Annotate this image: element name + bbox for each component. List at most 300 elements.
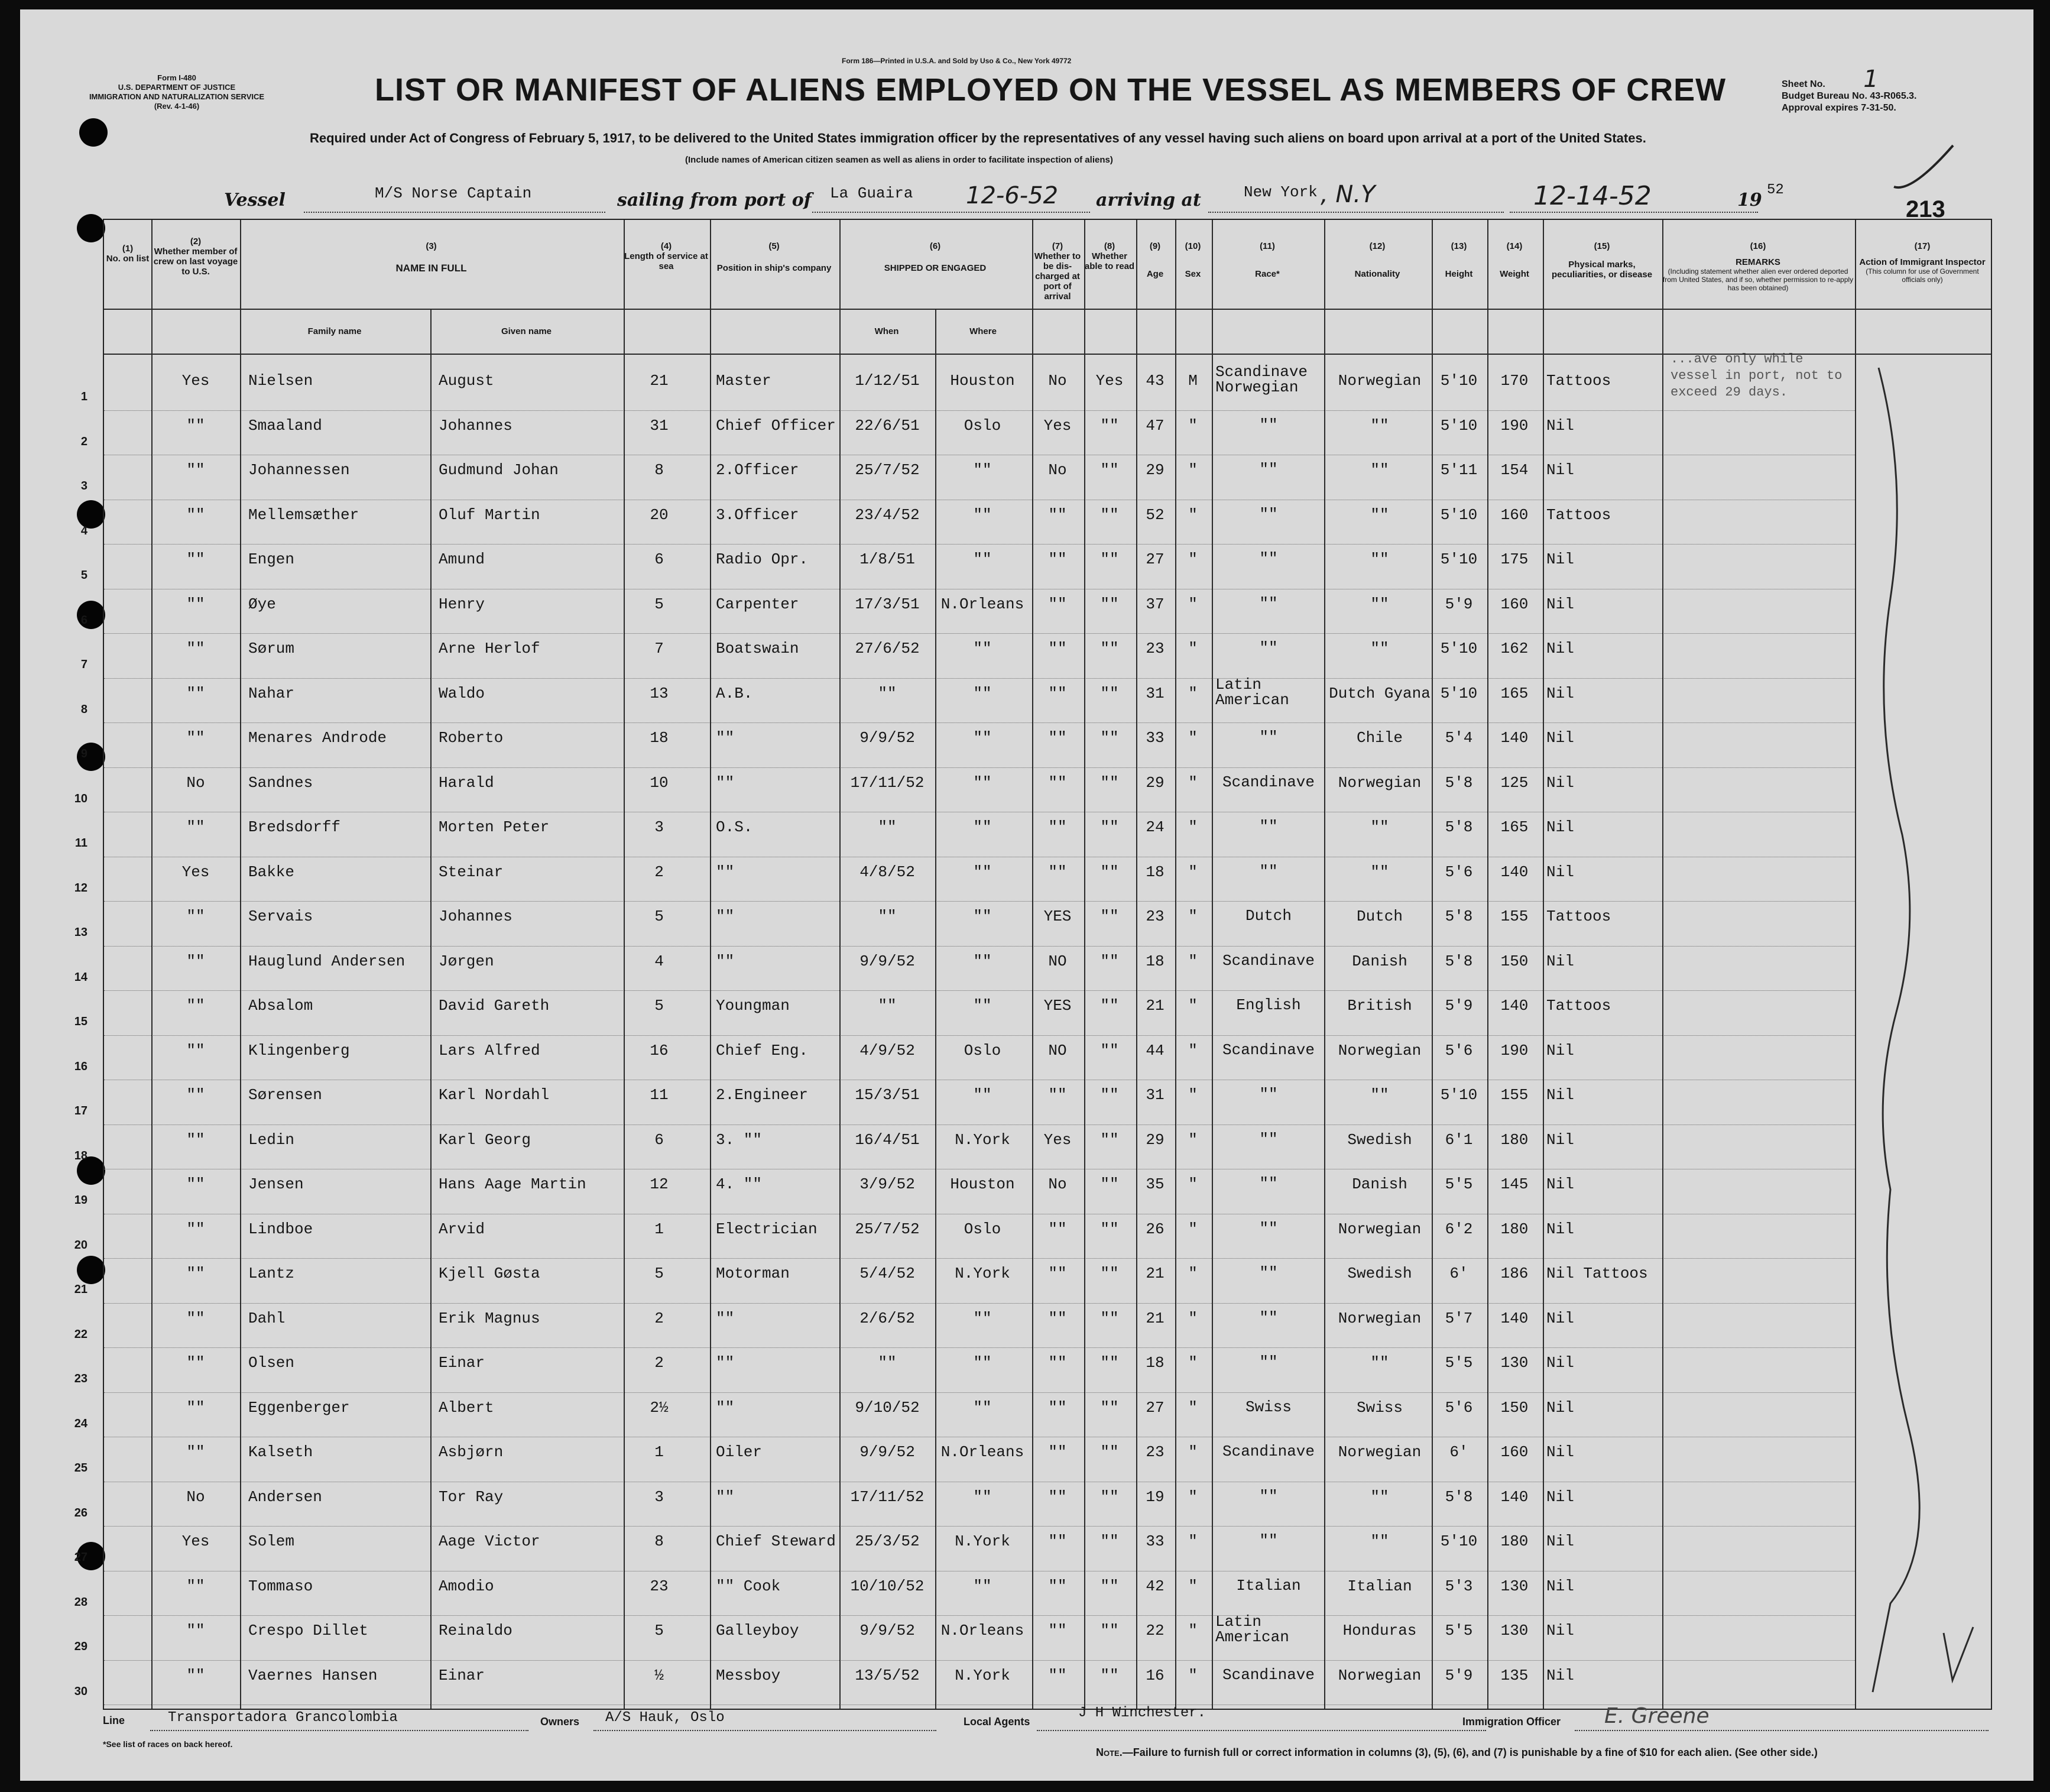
height-cell: 6': [1449, 1443, 1468, 1461]
departure-date: 12-6-52: [966, 182, 1059, 209]
service-length-cell: 12: [650, 1175, 669, 1193]
position-cell: Master: [716, 372, 771, 390]
year-suffix: 52: [1767, 182, 1784, 198]
row-divider: [104, 633, 1855, 634]
prev-voyage-cell: "": [186, 640, 205, 657]
nationality-cell: "": [1370, 416, 1389, 435]
approval-expiry: Approval expires 7-31-50.: [1782, 103, 1896, 113]
height-cell: 5'5: [1445, 1175, 1473, 1193]
row-divider: [104, 544, 1855, 545]
shipped-where-cell: "": [973, 908, 992, 925]
family-name-cell: Solem: [248, 1532, 295, 1550]
family-name-cell: Klingenberg: [248, 1041, 350, 1059]
prev-voyage-cell: "": [186, 1577, 205, 1595]
shipped-when-cell: "": [878, 818, 897, 836]
given-name-cell: Kjell Gøsta: [439, 1265, 540, 1282]
prev-voyage-cell: "": [186, 818, 205, 836]
row-number: 10: [74, 792, 87, 805]
races-note: *See list of races on back hereof.: [103, 1739, 233, 1749]
physical-marks-cell: Nil: [1546, 1086, 1574, 1104]
service-length-cell: 5: [654, 1265, 664, 1282]
discharged-cell: "": [1048, 818, 1067, 836]
age-cell: 19: [1146, 1488, 1165, 1506]
family-name-cell: Øye: [248, 595, 276, 613]
col14-header: (14) Weight: [1500, 241, 1529, 279]
row-number: 22: [74, 1327, 87, 1341]
race-cell: "": [1259, 1487, 1278, 1505]
row-divider: [104, 410, 1855, 411]
discharged-cell: "": [1048, 1443, 1067, 1461]
shipped-when-cell: 17/11/52: [850, 773, 925, 792]
family-name-cell: Nahar: [248, 684, 295, 702]
discharged-cell: "": [1048, 773, 1067, 792]
row-number: 15: [74, 1015, 87, 1028]
arriving-label: arriving at: [1096, 190, 1201, 210]
family-name-header: Family name: [307, 326, 362, 336]
sex-cell: ": [1188, 1666, 1198, 1684]
nationality-cell: "": [1370, 640, 1389, 657]
service-length-cell: 2½: [650, 1398, 669, 1417]
able-to-read-cell: "": [1100, 818, 1119, 836]
line-value: Transportadora Grancolombia: [168, 1710, 398, 1726]
shipped-where-cell: Oslo: [964, 1220, 1001, 1238]
weight-cell: 150: [1500, 1398, 1529, 1417]
able-to-read-cell: "": [1100, 1532, 1119, 1550]
position-cell: Messboy: [716, 1666, 781, 1684]
family-name-cell: Bakke: [248, 863, 295, 881]
weight-cell: 190: [1500, 1041, 1529, 1059]
nationality-cell: Dutch Gyana: [1329, 684, 1431, 702]
line-label: Line: [103, 1715, 125, 1726]
shipped-when-cell: 9/10/52: [855, 1398, 920, 1417]
nationality-cell: "": [1370, 1488, 1389, 1506]
physical-marks-cell: Nil: [1546, 1488, 1574, 1506]
physical-marks-cell: Tattoos: [1546, 372, 1611, 390]
col15-header: (15) Physical marks, peculiarities, or disease: [1551, 241, 1653, 280]
shipped-where-cell: Houston: [950, 1175, 1015, 1193]
page-title: LIST OR MANIFEST OF ALIENS EMPLOYED ON THE VESSEL AS MEMBERS OF CREW: [375, 72, 1727, 108]
able-to-read-cell: "": [1100, 729, 1119, 747]
race-cell: "": [1259, 862, 1278, 880]
service-name: IMMIGRATION AND NATURALIZATION SERVICE: [89, 92, 265, 101]
age-cell: 21: [1146, 1309, 1165, 1327]
discharged-cell: Yes: [1043, 416, 1072, 435]
position-cell: 4. "": [716, 1175, 763, 1193]
nationality-cell: Swedish: [1347, 1130, 1412, 1149]
able-to-read-cell: Yes: [1095, 372, 1124, 390]
discharged-cell: Yes: [1043, 1130, 1072, 1149]
discharged-cell: "": [1048, 1622, 1067, 1639]
row-number: 24: [74, 1417, 87, 1430]
shipped-where-cell: "": [973, 773, 992, 792]
physical-marks-cell: Nil Tattoos: [1546, 1265, 1648, 1282]
discharged-cell: YES: [1043, 997, 1072, 1015]
race-cell: "": [1259, 1308, 1278, 1327]
discharged-cell: "": [1048, 1666, 1067, 1684]
able-to-read-cell: "": [1100, 640, 1119, 657]
weight-cell: 155: [1500, 1086, 1529, 1104]
sex-cell: ": [1188, 1354, 1198, 1372]
given-name-cell: Jørgen: [439, 952, 494, 970]
weight-cell: 145: [1500, 1175, 1529, 1193]
col10-header: (10) Sex: [1185, 241, 1201, 279]
race-cell: Latin American: [1215, 1613, 1289, 1646]
able-to-read-cell: "": [1100, 773, 1119, 792]
nationality-cell: Norwegian: [1338, 1443, 1422, 1461]
prev-voyage-cell: "": [186, 1130, 205, 1149]
physical-marks-cell: Nil: [1546, 1622, 1574, 1639]
shipped-where-cell: N.York: [955, 1532, 1010, 1550]
weight-cell: 155: [1500, 908, 1529, 925]
position-cell: 2.Engineer: [716, 1086, 809, 1104]
height-cell: 5'10: [1440, 1532, 1478, 1550]
age-cell: 44: [1146, 1041, 1165, 1059]
position-cell: "" Cook: [716, 1577, 781, 1595]
able-to-read-cell: "": [1100, 1577, 1119, 1595]
height-cell: 5'8: [1445, 952, 1473, 970]
shipped-where-cell: "": [973, 505, 992, 524]
weight-cell: 180: [1500, 1220, 1529, 1238]
age-cell: 23: [1146, 1443, 1165, 1461]
service-length-cell: 18: [650, 729, 669, 747]
given-name-cell: Amodio: [439, 1577, 494, 1595]
shipped-when-cell: 13/5/52: [855, 1666, 920, 1684]
row-divider: [104, 678, 1855, 679]
shipped-when-cell: "": [878, 908, 897, 925]
family-name-cell: Sandnes: [248, 773, 313, 792]
shipped-when-cell: 15/3/51: [855, 1086, 920, 1104]
shipped-when-cell: 10/10/52: [850, 1577, 925, 1595]
physical-marks-cell: Nil: [1546, 729, 1574, 747]
shipped-where-cell: "": [973, 1577, 992, 1595]
row-number: 26: [74, 1506, 87, 1519]
row-number: 17: [74, 1104, 87, 1117]
sex-cell: ": [1188, 640, 1198, 657]
col13-header: (13) Height: [1445, 241, 1473, 279]
punch-hole: [79, 118, 108, 147]
subtitle: Required under Act of Congress of February 5, 1917, to be delivered to the United States immigration officer by the representatives of any vessel having such aliens on board upon arrival at a port of the United States.: [310, 131, 1646, 145]
row-number: 30: [74, 1684, 87, 1698]
height-cell: 5'8: [1445, 773, 1473, 792]
age-cell: 29: [1146, 773, 1165, 792]
shipped-when-cell: 1/12/51: [855, 372, 920, 390]
col6-header: (6) SHIPPED OR ENGAGED: [884, 241, 987, 273]
year-prefix: 19: [1737, 190, 1762, 210]
service-length-cell: 2: [654, 1354, 664, 1372]
budget-bureau: Budget Bureau No. 43-R065.3.: [1782, 91, 1917, 101]
physical-marks-cell: Nil: [1546, 1398, 1574, 1417]
row-number: 11: [74, 837, 87, 850]
race-cell: "": [1259, 1353, 1278, 1371]
physical-marks-cell: Tattoos: [1546, 908, 1611, 925]
shipped-where-cell: "": [973, 640, 992, 657]
punch-hole: [77, 1256, 105, 1284]
weight-cell: 160: [1500, 595, 1529, 613]
sex-cell: ": [1188, 461, 1198, 479]
row-divider: [104, 1258, 1855, 1259]
able-to-read-cell: "": [1100, 461, 1119, 479]
col4-header: (4) Length of service at sea: [624, 241, 708, 271]
row-divider: [104, 1392, 1855, 1393]
position-cell: "": [716, 908, 735, 925]
col17-header: (17) Action of Immigrant Inspector (This column for use of Government officials only): [1859, 241, 1986, 284]
given-name-cell: Arvid: [439, 1220, 485, 1238]
shipped-where-cell: Houston: [950, 372, 1015, 390]
fine-note: Note.—Failure to furnish full or correct information in columns (3), (5), (6), and (7) is punishable by a fine of $10 for each alien. (See other side.): [1096, 1746, 1818, 1758]
physical-marks-cell: Tattoos: [1546, 997, 1611, 1015]
age-cell: 47: [1146, 416, 1165, 435]
discharged-cell: "": [1048, 595, 1067, 613]
given-name-cell: Arne Herlof: [439, 640, 540, 657]
able-to-read-cell: "": [1100, 1175, 1119, 1193]
weight-cell: 140: [1500, 997, 1529, 1015]
position-cell: "": [716, 773, 735, 792]
position-cell: Radio Opr.: [716, 550, 809, 568]
nationality-cell: "": [1370, 818, 1389, 836]
sailing-label: sailing from port of: [617, 190, 812, 210]
shipped-when-cell: 16/4/51: [855, 1130, 920, 1149]
manifest-sheet: [20, 9, 2033, 1781]
physical-marks-cell: Nil: [1546, 818, 1574, 836]
row-divider: [104, 1303, 1855, 1304]
discharged-cell: "": [1048, 1309, 1067, 1327]
race-cell: Scandinave: [1222, 1665, 1315, 1684]
service-length-cell: 5: [654, 908, 664, 925]
discharged-cell: No: [1048, 1175, 1067, 1193]
position-cell: Galleyboy: [716, 1622, 799, 1639]
shipped-when-cell: 1/8/51: [859, 550, 915, 568]
given-name-cell: Erik Magnus: [439, 1309, 540, 1327]
row-number: 5: [80, 569, 87, 582]
shipped-where-cell: N.York: [955, 1130, 1010, 1149]
position-cell: Chief Steward: [716, 1532, 836, 1550]
agents-label: Local Agents: [964, 1716, 1030, 1728]
nationality-cell: Norwegian: [1338, 1666, 1422, 1684]
sex-cell: ": [1188, 1488, 1198, 1506]
given-name-cell: Karl Nordahl: [439, 1086, 550, 1104]
sex-cell: M: [1188, 372, 1198, 390]
punch-hole: [77, 214, 105, 242]
position-cell: "": [716, 1398, 735, 1417]
position-cell: Oiler: [716, 1443, 763, 1461]
weight-cell: 130: [1500, 1354, 1529, 1372]
able-to-read-cell: "": [1100, 1086, 1119, 1104]
sex-cell: ": [1188, 1309, 1198, 1327]
nationality-cell: British: [1347, 997, 1412, 1015]
race-cell: "": [1259, 550, 1278, 568]
sex-cell: ": [1188, 684, 1198, 702]
prev-voyage-cell: No: [186, 773, 205, 792]
given-name-cell: Tor Ray: [439, 1488, 504, 1506]
given-name-cell: Einar: [439, 1354, 485, 1372]
age-cell: 23: [1146, 640, 1165, 657]
prev-voyage-cell: Yes: [181, 372, 210, 390]
age-cell: 37: [1146, 595, 1165, 613]
prev-voyage-cell: "": [186, 550, 205, 568]
physical-marks-cell: Nil: [1546, 595, 1574, 613]
col16-header: (16) REMARKS (Including statement whether alien ever ordered deported from United States, and if so, whether permission to re-apply has been obtained): [1662, 241, 1854, 292]
nationality-cell: "": [1370, 1354, 1389, 1372]
age-cell: 24: [1146, 818, 1165, 836]
service-length-cell: 21: [650, 372, 669, 390]
row-divider: [104, 1526, 1855, 1527]
height-cell: 5'7: [1445, 1309, 1473, 1327]
sex-cell: ": [1188, 908, 1198, 925]
position-cell: "": [716, 729, 735, 747]
age-cell: 18: [1146, 1354, 1165, 1372]
prev-voyage-cell: "": [186, 1041, 205, 1059]
sex-cell: ": [1188, 818, 1198, 836]
age-cell: 42: [1146, 1577, 1165, 1595]
height-cell: 5'9: [1445, 997, 1473, 1015]
family-name-cell: Tommaso: [248, 1577, 313, 1595]
race-cell: English: [1236, 996, 1301, 1014]
discharged-cell: "": [1048, 684, 1067, 702]
race-cell: Scandinave: [1222, 1041, 1315, 1059]
family-name-cell: Johannessen: [248, 461, 350, 479]
sex-cell: ": [1188, 1532, 1198, 1550]
height-cell: 5'10: [1440, 684, 1478, 702]
discharged-cell: NO: [1048, 1041, 1067, 1059]
prev-voyage-cell: "": [186, 1354, 205, 1372]
revision-date: (Rev. 4-1-46): [154, 102, 200, 111]
height-cell: 6'1: [1445, 1130, 1473, 1149]
position-cell: Youngman: [716, 997, 790, 1015]
prev-voyage-cell: "": [186, 1622, 205, 1639]
officer-label: Immigration Officer: [1462, 1716, 1561, 1728]
nationality-cell: Swiss: [1356, 1398, 1403, 1417]
sex-cell: ": [1188, 1130, 1198, 1149]
row-number: 21: [74, 1283, 87, 1296]
sex-cell: ": [1188, 729, 1198, 747]
weight-cell: 130: [1500, 1577, 1529, 1595]
race-cell: Italian: [1236, 1576, 1301, 1595]
service-length-cell: 5: [654, 1622, 664, 1639]
sex-cell: ": [1188, 1577, 1198, 1595]
departure-port: La Guaira: [830, 184, 913, 202]
discharged-cell: "": [1048, 1220, 1067, 1238]
prev-voyage-cell: "": [186, 997, 205, 1015]
height-cell: 5'10: [1440, 550, 1478, 568]
race-cell: Dutch: [1245, 907, 1292, 925]
discharged-cell: "": [1048, 640, 1067, 657]
discharged-cell: "": [1048, 505, 1067, 524]
nationality-cell: Chile: [1356, 729, 1403, 747]
physical-marks-cell: Nil: [1546, 684, 1574, 702]
family-name-cell: Absalom: [248, 997, 313, 1015]
weight-cell: 130: [1500, 1622, 1529, 1639]
race-cell: "": [1259, 1175, 1278, 1192]
prev-voyage-cell: "": [186, 1309, 205, 1327]
shipped-when-cell: 5/4/52: [859, 1265, 915, 1282]
row-number: 20: [74, 1238, 87, 1252]
prev-voyage-cell: "": [186, 1398, 205, 1417]
service-length-cell: 1: [654, 1443, 664, 1461]
weight-cell: 162: [1500, 640, 1529, 657]
row-number: 1: [80, 390, 87, 403]
crew-table: [74, 219, 1992, 1710]
physical-marks-cell: Nil: [1546, 1577, 1574, 1595]
physical-marks-cell: Nil: [1546, 416, 1574, 435]
physical-marks-cell: Nil: [1546, 1130, 1574, 1149]
shipped-where-cell: "": [973, 997, 992, 1015]
shipped-when-cell: 17/11/52: [850, 1488, 925, 1506]
able-to-read-cell: "": [1100, 908, 1119, 925]
row-number: 27: [74, 1551, 87, 1564]
form-number: Form I-480: [157, 73, 196, 82]
row-number: 3: [80, 479, 87, 492]
sex-cell: ": [1188, 863, 1198, 881]
shipped-when-cell: 9/9/52: [859, 952, 915, 970]
able-to-read-cell: "": [1100, 1220, 1119, 1238]
race-cell: "": [1259, 1264, 1278, 1282]
sex-cell: ": [1188, 1443, 1198, 1461]
shipped-where-cell: Oslo: [964, 416, 1001, 435]
weight-cell: 190: [1500, 416, 1529, 435]
age-cell: 21: [1146, 1265, 1165, 1282]
family-name-cell: Mellemsæther: [248, 505, 359, 524]
family-name-cell: Vaernes Hansen: [248, 1666, 378, 1684]
given-name-cell: Einar: [439, 1666, 485, 1684]
prev-voyage-cell: No: [186, 1488, 205, 1506]
sex-cell: ": [1188, 1398, 1198, 1417]
height-cell: 5'6: [1445, 1041, 1473, 1059]
weight-cell: 150: [1500, 952, 1529, 970]
height-cell: 5'10: [1440, 372, 1478, 390]
race-cell: "": [1259, 818, 1278, 835]
able-to-read-cell: "": [1100, 863, 1119, 881]
race-cell: "": [1259, 505, 1278, 523]
able-to-read-cell: "": [1100, 1309, 1119, 1327]
physical-marks-cell: Tattoos: [1546, 505, 1611, 524]
row-number: 6: [80, 613, 87, 627]
sex-cell: ": [1188, 595, 1198, 613]
sex-cell: ": [1188, 1086, 1198, 1104]
physical-marks-cell: Nil: [1546, 1666, 1574, 1684]
height-cell: 5'9: [1445, 595, 1473, 613]
shipped-when-cell: 2/6/52: [859, 1309, 915, 1327]
owners-label: Owners: [540, 1716, 580, 1728]
service-length-cell: 11: [650, 1086, 669, 1104]
family-name-cell: Hauglund Andersen: [248, 952, 406, 970]
sex-cell: ": [1188, 1041, 1198, 1059]
race-cell: Latin American: [1215, 675, 1289, 709]
shipped-where-cell: "": [973, 729, 992, 747]
prev-voyage-cell: "": [186, 1443, 205, 1461]
shipped-where-cell: "": [973, 684, 992, 702]
race-cell: Scandinave: [1222, 1443, 1315, 1460]
position-cell: "": [716, 863, 735, 881]
physical-marks-cell: Nil: [1546, 1220, 1574, 1238]
shipped-where-cell: N.Orleans: [940, 1622, 1024, 1639]
prev-voyage-cell: "": [186, 461, 205, 479]
height-cell: 5'6: [1445, 863, 1473, 881]
nationality-cell: Norwegian: [1338, 1309, 1422, 1327]
age-cell: 26: [1146, 1220, 1165, 1238]
row-number: 19: [74, 1194, 87, 1207]
discharged-cell: "": [1048, 1086, 1067, 1104]
given-name-cell: Albert: [439, 1398, 494, 1417]
prev-voyage-cell: "": [186, 1220, 205, 1238]
weight-cell: 165: [1500, 684, 1529, 702]
given-name-cell: Johannes: [439, 908, 512, 925]
able-to-read-cell: "": [1100, 1666, 1119, 1684]
family-name-cell: Eggenberger: [248, 1398, 350, 1417]
col2-header: (2) Whether member of crew on last voyage to U.S.: [153, 236, 238, 277]
weight-cell: 154: [1500, 461, 1529, 479]
position-cell: A.B.: [716, 684, 753, 702]
shipped-when-cell: "": [878, 1354, 897, 1372]
